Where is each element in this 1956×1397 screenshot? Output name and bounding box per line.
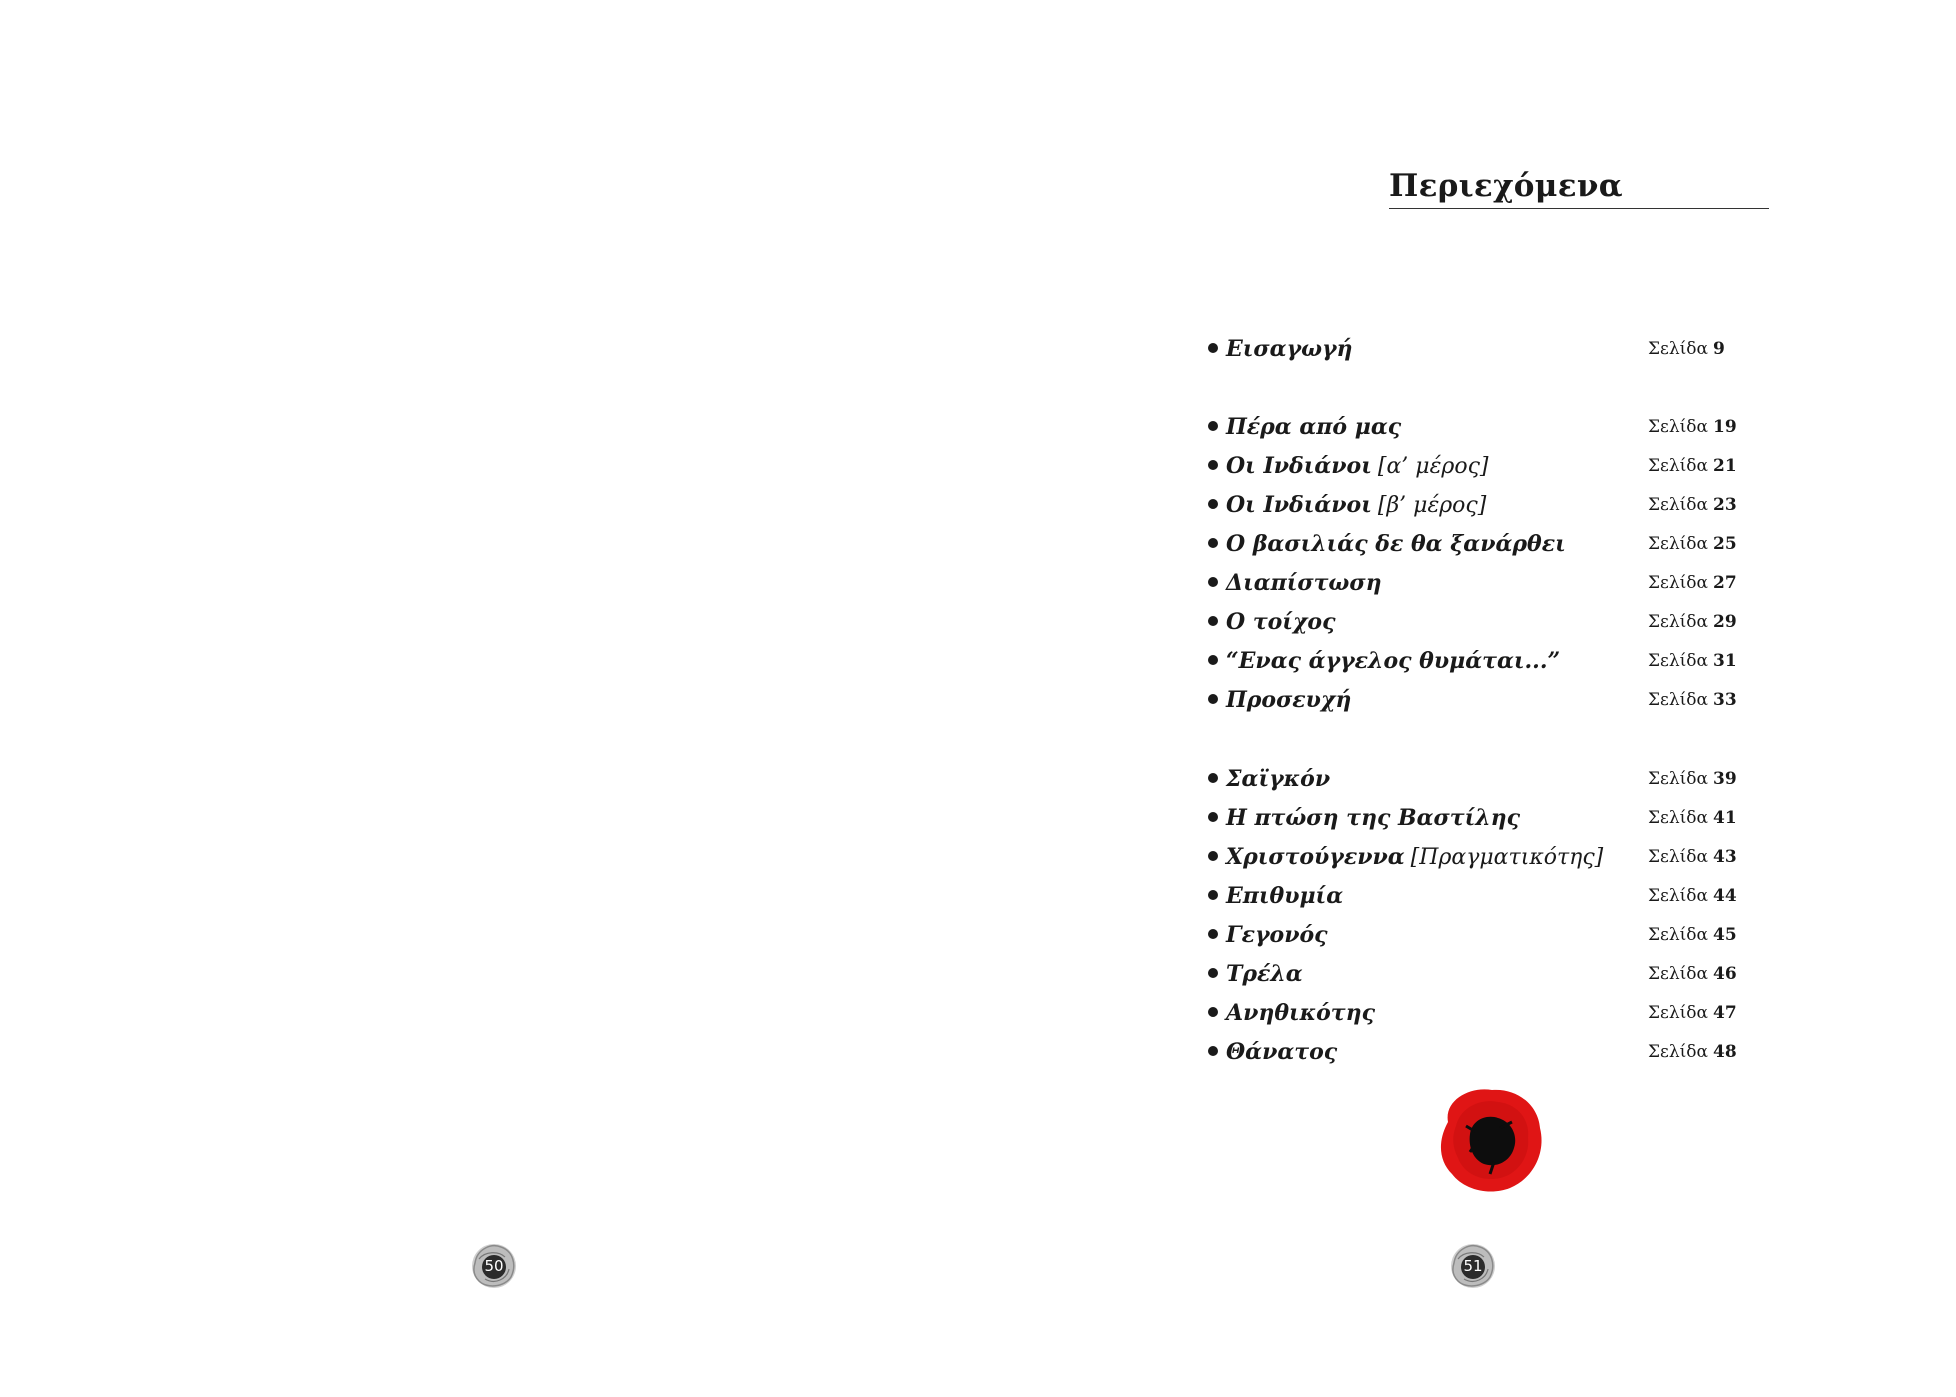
toc-row[interactable] xyxy=(1208,409,1768,445)
toc-entry-title: Επιθυμία xyxy=(1226,883,1344,909)
page-word: Σελίδα xyxy=(1648,847,1708,867)
toc-entry xyxy=(1208,1039,1343,1065)
toc-row[interactable] xyxy=(1208,1034,1768,1070)
toc-entry-title: Ο τοίχος xyxy=(1226,609,1336,635)
left-page-number xyxy=(469,1241,519,1291)
bullet-icon xyxy=(1208,694,1218,704)
toc-entry xyxy=(1208,570,1388,596)
toc-entry xyxy=(1208,609,1341,635)
page-num: 23 xyxy=(1712,495,1737,515)
toc-entry-title: Η πτώση της Βαστίλης xyxy=(1226,805,1521,831)
toc-row[interactable] xyxy=(1208,487,1768,523)
page-num: 33 xyxy=(1712,690,1737,710)
toc-entry-title: Τρέλα xyxy=(1226,961,1303,987)
page-word: Σελίδα xyxy=(1648,612,1708,632)
toc-entry xyxy=(1208,648,1566,674)
toc-page-ref xyxy=(1648,1003,1737,1023)
page-word: Σελίδα xyxy=(1648,1003,1708,1023)
toc-page-ref xyxy=(1648,417,1737,437)
toc-entry-title: Προσευχή xyxy=(1226,687,1352,713)
toc-row[interactable] xyxy=(1208,839,1768,875)
page-num: 47 xyxy=(1712,1003,1737,1023)
page-num: 43 xyxy=(1712,847,1737,867)
toc-entry-title: Σαϊγκόν xyxy=(1226,766,1331,792)
page-num: 9 xyxy=(1712,339,1725,359)
toc-row[interactable] xyxy=(1208,565,1768,601)
toc-entry xyxy=(1208,805,1526,831)
toc-page-ref xyxy=(1648,808,1737,828)
toc-row[interactable] xyxy=(1208,448,1768,484)
page-word: Σελίδα xyxy=(1648,651,1708,671)
toc-page-ref xyxy=(1648,769,1737,789)
toc-entry xyxy=(1208,1000,1381,1026)
bullet-icon xyxy=(1208,538,1218,548)
toc-row[interactable] xyxy=(1208,526,1768,562)
bullet-icon xyxy=(1208,343,1218,353)
bullet-icon xyxy=(1208,929,1218,939)
right-page-number xyxy=(1448,1241,1498,1291)
toc-page-ref xyxy=(1648,573,1737,593)
toc-row[interactable] xyxy=(1208,917,1768,953)
page-num: 45 xyxy=(1712,925,1737,945)
toc-row[interactable] xyxy=(1208,800,1768,836)
toc-page-ref xyxy=(1648,964,1737,984)
toc-entry xyxy=(1208,453,1488,479)
toc-entry xyxy=(1208,531,1572,557)
page-num: 31 xyxy=(1712,651,1737,671)
right-page xyxy=(978,0,1956,1397)
toc-row[interactable] xyxy=(1208,643,1768,679)
bullet-icon xyxy=(1208,460,1218,470)
toc-page-ref xyxy=(1648,495,1737,515)
bullet-icon xyxy=(1208,577,1218,587)
toc-entry xyxy=(1208,844,1603,870)
toc-row[interactable] xyxy=(1208,956,1768,992)
toc-entry-subtitle: [Πραγματικότης] xyxy=(1410,845,1604,870)
toc-page-ref xyxy=(1648,925,1737,945)
toc-page-ref xyxy=(1648,651,1737,671)
page-word: Σελίδα xyxy=(1648,573,1708,593)
toc-row[interactable] xyxy=(1208,761,1768,797)
page-num: 48 xyxy=(1712,1042,1737,1062)
page-word: Σελίδα xyxy=(1648,1042,1708,1062)
toc-entry-title: Γεγονός xyxy=(1226,922,1328,948)
toc-entry xyxy=(1208,766,1336,792)
toc-row[interactable] xyxy=(1208,331,1768,367)
toc-entry xyxy=(1208,336,1359,362)
bullet-icon xyxy=(1208,421,1218,431)
toc-row[interactable] xyxy=(1208,682,1768,718)
toc-entry-title: Οι Ινδιάνοι xyxy=(1226,492,1372,518)
toc-page-ref xyxy=(1648,339,1725,359)
bullet-icon xyxy=(1208,968,1218,978)
page-number-text: 50 xyxy=(484,1257,504,1275)
page-word: Σελίδα xyxy=(1648,925,1708,945)
toc-title: Περιεχόμενα xyxy=(1389,168,1769,209)
bullet-icon xyxy=(1208,851,1218,861)
toc-entry-title: Οι Ινδιάνοι xyxy=(1226,453,1372,479)
toc-page-ref xyxy=(1648,1042,1737,1062)
toc-entry xyxy=(1208,414,1407,440)
toc-entry-title: Ανηθικότης xyxy=(1226,1000,1376,1026)
page-word: Σελίδα xyxy=(1648,534,1708,554)
toc-entry xyxy=(1208,687,1357,713)
toc-page-ref xyxy=(1648,456,1737,476)
page-word: Σελίδα xyxy=(1648,690,1708,710)
toc-entry-subtitle: [α’ μέρος] xyxy=(1377,454,1489,479)
page-num: 46 xyxy=(1712,964,1737,984)
toc-entry xyxy=(1208,961,1309,987)
page-word: Σελίδα xyxy=(1648,964,1708,984)
toc-entry-title: Πέρα από μας xyxy=(1226,414,1402,440)
bullet-icon xyxy=(1208,499,1218,509)
page-num: 25 xyxy=(1712,534,1737,554)
bullet-icon xyxy=(1208,1007,1218,1017)
toc-entry xyxy=(1208,883,1349,909)
toc-page-ref xyxy=(1648,690,1737,710)
page-word: Σελίδα xyxy=(1648,495,1708,515)
page-num: 29 xyxy=(1712,612,1737,632)
bullet-icon xyxy=(1208,655,1218,665)
page-num: 21 xyxy=(1712,456,1737,476)
toc-entry-title: “Ενας άγγελος θυμάται...” xyxy=(1226,648,1561,674)
bullet-icon xyxy=(1208,1046,1218,1056)
toc-entry-title: Ο βασιλιάς δε θα ξανάρθει xyxy=(1226,531,1566,557)
toc-page-ref xyxy=(1648,612,1737,632)
toc-entry-title: Εισαγωγή xyxy=(1226,336,1353,362)
page-num: 19 xyxy=(1712,417,1737,437)
bullet-icon xyxy=(1208,616,1218,626)
page-word: Σελίδα xyxy=(1648,769,1708,789)
bullet-icon xyxy=(1208,812,1218,822)
toc-row[interactable] xyxy=(1208,995,1768,1031)
red-poppy-icon xyxy=(1430,1082,1550,1198)
page-word: Σελίδα xyxy=(1648,456,1708,476)
bullet-icon xyxy=(1208,890,1218,900)
page-num: 44 xyxy=(1712,886,1737,906)
toc-entry xyxy=(1208,922,1334,948)
toc-entry xyxy=(1208,492,1486,518)
toc-page-ref xyxy=(1648,534,1737,554)
page-word: Σελίδα xyxy=(1648,808,1708,828)
page-word: Σελίδα xyxy=(1648,339,1708,359)
toc-page-ref xyxy=(1648,847,1737,867)
bullet-icon xyxy=(1208,773,1218,783)
page-word: Σελίδα xyxy=(1648,417,1708,437)
page-num: 39 xyxy=(1712,769,1737,789)
page-num: 41 xyxy=(1712,808,1737,828)
toc-page-ref xyxy=(1648,886,1737,906)
page-word: Σελίδα xyxy=(1648,886,1708,906)
toc-entry-title: Διαπίστωση xyxy=(1226,570,1382,596)
toc-entry-title: Χριστούγεννα xyxy=(1226,844,1405,870)
toc-row[interactable] xyxy=(1208,604,1768,640)
page-number-text: 51 xyxy=(1463,1257,1483,1275)
toc-row[interactable] xyxy=(1208,878,1768,914)
page-num: 27 xyxy=(1712,573,1737,593)
toc-entry-title: Θάνατος xyxy=(1226,1039,1338,1065)
toc-entry-subtitle: [β’ μέρος] xyxy=(1377,493,1487,518)
